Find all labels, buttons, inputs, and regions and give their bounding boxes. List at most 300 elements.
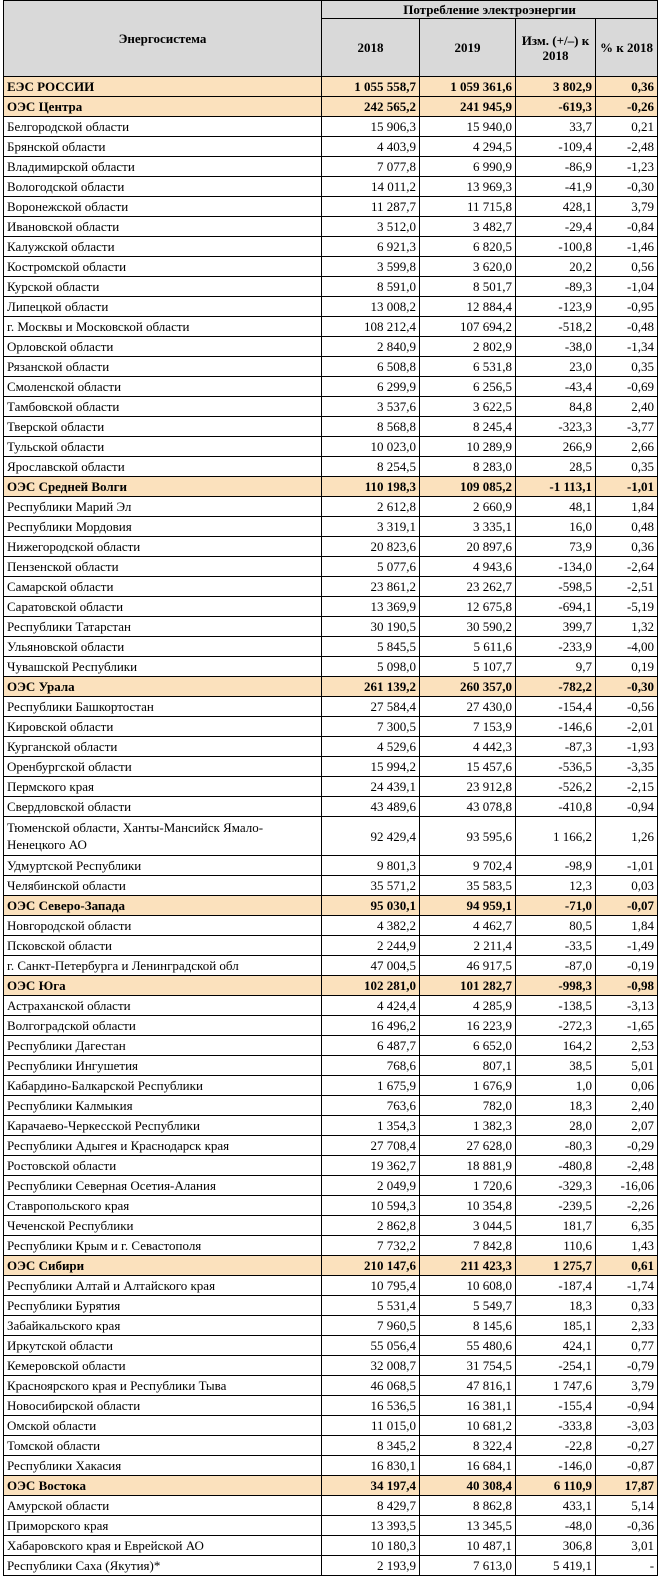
table-row <box>4 876 658 896</box>
table-header <box>4 1 658 77</box>
value-2019: 3 335,1 <box>420 517 516 537</box>
row-name: Псковской области <box>4 936 322 956</box>
row-name: ОЭС Северо-Запада <box>4 896 322 916</box>
value-percent: 0,77 <box>596 1336 658 1356</box>
table-row <box>4 317 658 337</box>
value-2018: 7 077,8 <box>322 157 420 177</box>
value-percent: 0,19 <box>596 657 658 677</box>
value-2019: 8 322,4 <box>420 1436 516 1456</box>
value-2019: 3 482,7 <box>420 217 516 237</box>
table-row <box>4 936 658 956</box>
row-name: Костромской области <box>4 257 322 277</box>
value-2019: 4 462,7 <box>420 916 516 936</box>
value-2018: 11 015,0 <box>322 1416 420 1436</box>
value-change: -233,9 <box>516 637 596 657</box>
value-change: -146,6 <box>516 717 596 737</box>
header-percent: % к 2018 <box>596 19 658 77</box>
value-percent: 0,33 <box>596 1296 658 1316</box>
value-change: 84,8 <box>516 397 596 417</box>
value-change: -43,4 <box>516 377 596 397</box>
value-percent: 3,79 <box>596 197 658 217</box>
table-row <box>4 1116 658 1136</box>
value-change: 38,5 <box>516 1056 596 1076</box>
value-percent: -0,94 <box>596 1396 658 1416</box>
value-percent: -1,93 <box>596 737 658 757</box>
table-row <box>4 297 658 317</box>
value-2019: 1 059 361,6 <box>420 77 516 97</box>
value-2019: 9 702,4 <box>420 856 516 876</box>
value-2019: 12 884,4 <box>420 297 516 317</box>
value-2019: 4 294,5 <box>420 137 516 157</box>
row-name: Республики Северная Осетия-Алания <box>4 1176 322 1196</box>
value-percent: -0,79 <box>596 1356 658 1376</box>
value-2019: 6 820,5 <box>420 237 516 257</box>
value-percent: -1,01 <box>596 477 658 497</box>
group-row <box>4 97 658 117</box>
value-2018: 242 565,2 <box>322 97 420 117</box>
value-2019: 47 816,1 <box>420 1376 516 1396</box>
value-2018: 13 369,9 <box>322 597 420 617</box>
value-2019: 7 613,0 <box>420 1556 516 1576</box>
value-change: 3 802,9 <box>516 77 596 97</box>
value-percent: -3,13 <box>596 996 658 1016</box>
value-2019: 94 959,1 <box>420 896 516 916</box>
value-2018: 43 489,6 <box>322 797 420 817</box>
table-row <box>4 1036 658 1056</box>
row-name: Республики Саха (Якутия)* <box>4 1556 322 1576</box>
value-2018: 32 008,7 <box>322 1356 420 1376</box>
value-change: 110,6 <box>516 1236 596 1256</box>
table-row <box>4 1236 658 1256</box>
table-row <box>4 177 658 197</box>
table-row <box>4 277 658 297</box>
value-2019: 3 620,0 <box>420 257 516 277</box>
value-2018: 27 584,4 <box>322 697 420 717</box>
value-2019: 5 107,7 <box>420 657 516 677</box>
table-row <box>4 497 658 517</box>
value-2018: 108 212,4 <box>322 317 420 337</box>
value-change: 185,1 <box>516 1316 596 1336</box>
value-2019: 101 282,7 <box>420 976 516 996</box>
value-percent: -2,64 <box>596 557 658 577</box>
table-row <box>4 637 658 657</box>
value-2018: 13 008,2 <box>322 297 420 317</box>
value-percent: 0,35 <box>596 457 658 477</box>
value-change: -598,5 <box>516 577 596 597</box>
value-change: -123,9 <box>516 297 596 317</box>
header-2018: 2018 <box>322 19 420 77</box>
value-2019: 23 912,8 <box>420 777 516 797</box>
value-change: -239,5 <box>516 1196 596 1216</box>
value-2018: 13 393,5 <box>322 1516 420 1536</box>
table-row <box>4 1176 658 1196</box>
value-2018: 14 011,2 <box>322 177 420 197</box>
value-2018: 102 281,0 <box>322 976 420 996</box>
value-2018: 9 801,3 <box>322 856 420 876</box>
table-row <box>4 916 658 936</box>
value-2018: 20 823,6 <box>322 537 420 557</box>
value-2018: 10 023,0 <box>322 437 420 457</box>
value-2019: 15 940,0 <box>420 117 516 137</box>
value-percent: 2,66 <box>596 437 658 457</box>
value-change: -33,5 <box>516 936 596 956</box>
row-name: Удмуртской Республики <box>4 856 322 876</box>
table-row <box>4 1456 658 1476</box>
value-2019: 13 345,5 <box>420 1516 516 1536</box>
value-percent: -1,65 <box>596 1016 658 1036</box>
table-row <box>4 1156 658 1176</box>
value-2019: 93 595,6 <box>420 817 516 856</box>
table-row <box>4 856 658 876</box>
row-name: Чеченской Республики <box>4 1216 322 1236</box>
row-name: ОЭС Центра <box>4 97 322 117</box>
table-row <box>4 657 658 677</box>
value-percent: 5,14 <box>596 1496 658 1516</box>
value-percent: -0,07 <box>596 896 658 916</box>
row-name: Смоленской области <box>4 377 322 397</box>
value-2019: 8 145,6 <box>420 1316 516 1336</box>
row-name: Воронежской области <box>4 197 322 217</box>
value-2019: 27 430,0 <box>420 697 516 717</box>
value-change: 28,0 <box>516 1116 596 1136</box>
table-row <box>4 1016 658 1036</box>
value-percent: -1,23 <box>596 157 658 177</box>
value-change: -536,5 <box>516 757 596 777</box>
row-name: ОЭС Урала <box>4 677 322 697</box>
value-change: 18,3 <box>516 1296 596 1316</box>
value-change: 1 747,6 <box>516 1376 596 1396</box>
row-name: Кировской области <box>4 717 322 737</box>
table-row <box>4 1516 658 1536</box>
value-2018: 768,6 <box>322 1056 420 1076</box>
value-2018: 2 612,8 <box>322 497 420 517</box>
value-change: -323,3 <box>516 417 596 437</box>
value-2019: 35 583,5 <box>420 876 516 896</box>
table-row <box>4 157 658 177</box>
value-percent: 0,03 <box>596 876 658 896</box>
row-name: Республики Адыгея и Краснодарск края <box>4 1136 322 1156</box>
value-percent: -0,30 <box>596 677 658 697</box>
value-change: 18,3 <box>516 1096 596 1116</box>
value-percent: -3,35 <box>596 757 658 777</box>
value-percent: 0,35 <box>596 357 658 377</box>
row-name: Республики Дагестан <box>4 1036 322 1056</box>
row-name: Хабаровского края и Еврейской АО <box>4 1536 322 1556</box>
value-2019: 15 457,6 <box>420 757 516 777</box>
value-2019: 109 085,2 <box>420 477 516 497</box>
value-change: -329,3 <box>516 1176 596 1196</box>
row-name: Республики Башкортостан <box>4 697 322 717</box>
table-row <box>4 737 658 757</box>
value-2019: 10 681,2 <box>420 1416 516 1436</box>
row-name: Нижегородской области <box>4 537 322 557</box>
value-2019: 43 078,8 <box>420 797 516 817</box>
value-2019: 20 897,6 <box>420 537 516 557</box>
value-2018: 6 299,9 <box>322 377 420 397</box>
value-2019: 16 223,9 <box>420 1016 516 1036</box>
table-row <box>4 437 658 457</box>
value-change: 433,1 <box>516 1496 596 1516</box>
value-change: 16,0 <box>516 517 596 537</box>
value-2018: 7 300,5 <box>322 717 420 737</box>
row-name: Новосибирской области <box>4 1396 322 1416</box>
value-2019: 6 531,8 <box>420 357 516 377</box>
row-name: Астраханской области <box>4 996 322 1016</box>
value-change: -782,2 <box>516 677 596 697</box>
value-2018: 3 319,1 <box>322 517 420 537</box>
value-change: 181,7 <box>516 1216 596 1236</box>
value-2019: 18 881,9 <box>420 1156 516 1176</box>
value-percent: 2,53 <box>596 1036 658 1056</box>
value-percent: 1,84 <box>596 916 658 936</box>
table-row <box>4 217 658 237</box>
value-2019: 6 256,5 <box>420 377 516 397</box>
value-percent: 17,87 <box>596 1476 658 1496</box>
row-name: г. Москвы и Московской области <box>4 317 322 337</box>
value-2018: 55 056,4 <box>322 1336 420 1356</box>
value-percent: -16,06 <box>596 1176 658 1196</box>
row-name: Кемеровской области <box>4 1356 322 1376</box>
value-change: -80,3 <box>516 1136 596 1156</box>
row-name: Ростовской области <box>4 1156 322 1176</box>
value-2019: 4 442,3 <box>420 737 516 757</box>
table-row <box>4 457 658 477</box>
value-2019: 5 611,6 <box>420 637 516 657</box>
row-name: Оренбургской области <box>4 757 322 777</box>
value-change: 23,0 <box>516 357 596 377</box>
row-name: ОЭС Средней Волги <box>4 477 322 497</box>
value-percent: -3,77 <box>596 417 658 437</box>
value-2018: 15 994,2 <box>322 757 420 777</box>
value-2018: 3 512,0 <box>322 217 420 237</box>
value-2018: 11 287,7 <box>322 197 420 217</box>
table-row <box>4 417 658 437</box>
table-row <box>4 717 658 737</box>
value-change: -29,4 <box>516 217 596 237</box>
value-change: -100,8 <box>516 237 596 257</box>
value-2019: 55 480,6 <box>420 1336 516 1356</box>
value-2018: 1 675,9 <box>322 1076 420 1096</box>
value-change: -146,0 <box>516 1456 596 1476</box>
row-name: Красноярского края и Республики Тыва <box>4 1376 322 1396</box>
row-name: ОЭС Сибири <box>4 1256 322 1276</box>
value-2018: 47 004,5 <box>322 956 420 976</box>
value-2018: 10 795,4 <box>322 1276 420 1296</box>
value-2019: 1 720,6 <box>420 1176 516 1196</box>
value-percent: 2,33 <box>596 1316 658 1336</box>
value-percent: -1,46 <box>596 237 658 257</box>
value-change: -333,8 <box>516 1416 596 1436</box>
row-name: Ставропольского края <box>4 1196 322 1216</box>
value-change: 164,2 <box>516 1036 596 1056</box>
value-percent: -0,84 <box>596 217 658 237</box>
value-change: -187,4 <box>516 1276 596 1296</box>
row-name: Пензенской области <box>4 557 322 577</box>
value-percent: -1,34 <box>596 337 658 357</box>
value-2018: 7 960,5 <box>322 1316 420 1336</box>
row-name: Рязанской области <box>4 357 322 377</box>
table-row <box>4 137 658 157</box>
value-percent: -1,74 <box>596 1276 658 1296</box>
value-change: 428,1 <box>516 197 596 217</box>
value-percent: 1,32 <box>596 617 658 637</box>
row-name: Иркутской области <box>4 1336 322 1356</box>
table-row <box>4 237 658 257</box>
row-name: Томской области <box>4 1436 322 1456</box>
value-change: -518,2 <box>516 317 596 337</box>
row-name: Тверской области <box>4 417 322 437</box>
group-row <box>4 1256 658 1276</box>
row-name: Самарской области <box>4 577 322 597</box>
value-percent: 2,40 <box>596 397 658 417</box>
row-name: Приморского края <box>4 1516 322 1536</box>
row-name: Республики Хакасия <box>4 1456 322 1476</box>
value-percent: -0,19 <box>596 956 658 976</box>
value-2019: 11 715,8 <box>420 197 516 217</box>
row-name: Республики Ингушетия <box>4 1056 322 1076</box>
value-percent: -0,69 <box>596 377 658 397</box>
table-row <box>4 1316 658 1336</box>
value-2018: 5 098,0 <box>322 657 420 677</box>
value-change: -109,4 <box>516 137 596 157</box>
table-row <box>4 1536 658 1556</box>
value-change: -1 113,1 <box>516 477 596 497</box>
value-2018: 1 354,3 <box>322 1116 420 1136</box>
header-change: Изм. (+/–) к 2018 <box>516 19 596 77</box>
value-2019: 16 381,1 <box>420 1396 516 1416</box>
value-2018: 95 030,1 <box>322 896 420 916</box>
value-2019: 107 694,2 <box>420 317 516 337</box>
value-2018: 5 531,4 <box>322 1296 420 1316</box>
value-2018: 4 382,2 <box>322 916 420 936</box>
value-2019: 5 549,7 <box>420 1296 516 1316</box>
value-2019: 7 842,8 <box>420 1236 516 1256</box>
row-name: Орловской области <box>4 337 322 357</box>
value-2019: 6 652,0 <box>420 1036 516 1056</box>
table-row <box>4 377 658 397</box>
value-change: 266,9 <box>516 437 596 457</box>
value-percent: -2,48 <box>596 137 658 157</box>
row-name: Республики Крым и г. Севастополя <box>4 1236 322 1256</box>
value-change: 9,7 <box>516 657 596 677</box>
table-row <box>4 1076 658 1096</box>
total-row <box>4 77 658 97</box>
value-percent: -4,00 <box>596 637 658 657</box>
value-2019: 211 423,3 <box>420 1256 516 1276</box>
value-2019: 2 660,9 <box>420 497 516 517</box>
row-name: г. Санкт-Петербурга и Ленинградской обл <box>4 956 322 976</box>
value-percent: 0,06 <box>596 1076 658 1096</box>
value-2019: 16 684,1 <box>420 1456 516 1476</box>
value-2019: 241 945,9 <box>420 97 516 117</box>
value-change: 33,7 <box>516 117 596 137</box>
value-2019: 4 285,9 <box>420 996 516 1016</box>
value-change: -272,3 <box>516 1016 596 1036</box>
value-percent: -0,56 <box>596 697 658 717</box>
value-change: 28,5 <box>516 457 596 477</box>
value-2019: 807,1 <box>420 1056 516 1076</box>
table-body <box>4 77 658 1576</box>
row-name: Карачаево-Черкесской Республики <box>4 1116 322 1136</box>
table-row <box>4 397 658 417</box>
value-change: -86,9 <box>516 157 596 177</box>
value-2019: 31 754,5 <box>420 1356 516 1376</box>
value-2019: 12 675,8 <box>420 597 516 617</box>
value-change: 20,2 <box>516 257 596 277</box>
table-row <box>4 797 658 817</box>
table-row <box>4 1496 658 1516</box>
table-row <box>4 1436 658 1456</box>
value-2019: 40 308,4 <box>420 1476 516 1496</box>
value-2018: 19 362,7 <box>322 1156 420 1176</box>
row-name: Брянской области <box>4 137 322 157</box>
value-percent: -0,30 <box>596 177 658 197</box>
value-2019: 27 628,0 <box>420 1136 516 1156</box>
row-name: Курской области <box>4 277 322 297</box>
value-percent: -0,87 <box>596 1456 658 1476</box>
value-2018: 6 487,7 <box>322 1036 420 1056</box>
row-name: Липецкой области <box>4 297 322 317</box>
value-2019: 10 354,8 <box>420 1196 516 1216</box>
value-2019: 6 990,9 <box>420 157 516 177</box>
value-change: -48,0 <box>516 1516 596 1536</box>
value-2019: 30 590,2 <box>420 617 516 637</box>
row-name: Ивановской области <box>4 217 322 237</box>
value-percent: -2,01 <box>596 717 658 737</box>
value-change: 1,0 <box>516 1076 596 1096</box>
row-name: Тамбовской области <box>4 397 322 417</box>
value-percent: 0,36 <box>596 77 658 97</box>
table-row <box>4 557 658 577</box>
value-percent: -1,01 <box>596 856 658 876</box>
table-row <box>4 1136 658 1156</box>
table-row <box>4 537 658 557</box>
value-percent: -2,51 <box>596 577 658 597</box>
table-row <box>4 257 658 277</box>
value-change: 1 166,2 <box>516 817 596 856</box>
value-percent: -0,27 <box>596 1436 658 1456</box>
value-2019: 1 676,9 <box>420 1076 516 1096</box>
table-row <box>4 577 658 597</box>
value-percent: 0,61 <box>596 1256 658 1276</box>
header-2019: 2019 <box>420 19 516 77</box>
table-row <box>4 597 658 617</box>
value-change: 5 419,1 <box>516 1556 596 1576</box>
value-change: -998,3 <box>516 976 596 996</box>
row-name: Республики Калмыкия <box>4 1096 322 1116</box>
value-change: -38,0 <box>516 337 596 357</box>
row-name: Новгородской области <box>4 916 322 936</box>
value-percent: 2,07 <box>596 1116 658 1136</box>
group-row <box>4 677 658 697</box>
row-name: ЕЭС РОССИИ <box>4 77 322 97</box>
row-name: Республики Марий Эл <box>4 497 322 517</box>
value-2018: 8 254,5 <box>322 457 420 477</box>
value-2018: 92 429,4 <box>322 817 420 856</box>
value-percent: 0,36 <box>596 537 658 557</box>
table-row <box>4 1556 658 1576</box>
table-row <box>4 617 658 637</box>
value-2018: 16 496,2 <box>322 1016 420 1036</box>
table-row <box>4 197 658 217</box>
row-name: ОЭС Востока <box>4 1476 322 1496</box>
value-change: 73,9 <box>516 537 596 557</box>
value-change: -71,0 <box>516 896 596 916</box>
row-name: Забайкальского края <box>4 1316 322 1336</box>
value-2019: 10 487,1 <box>420 1536 516 1556</box>
table-row <box>4 517 658 537</box>
table-row <box>4 996 658 1016</box>
